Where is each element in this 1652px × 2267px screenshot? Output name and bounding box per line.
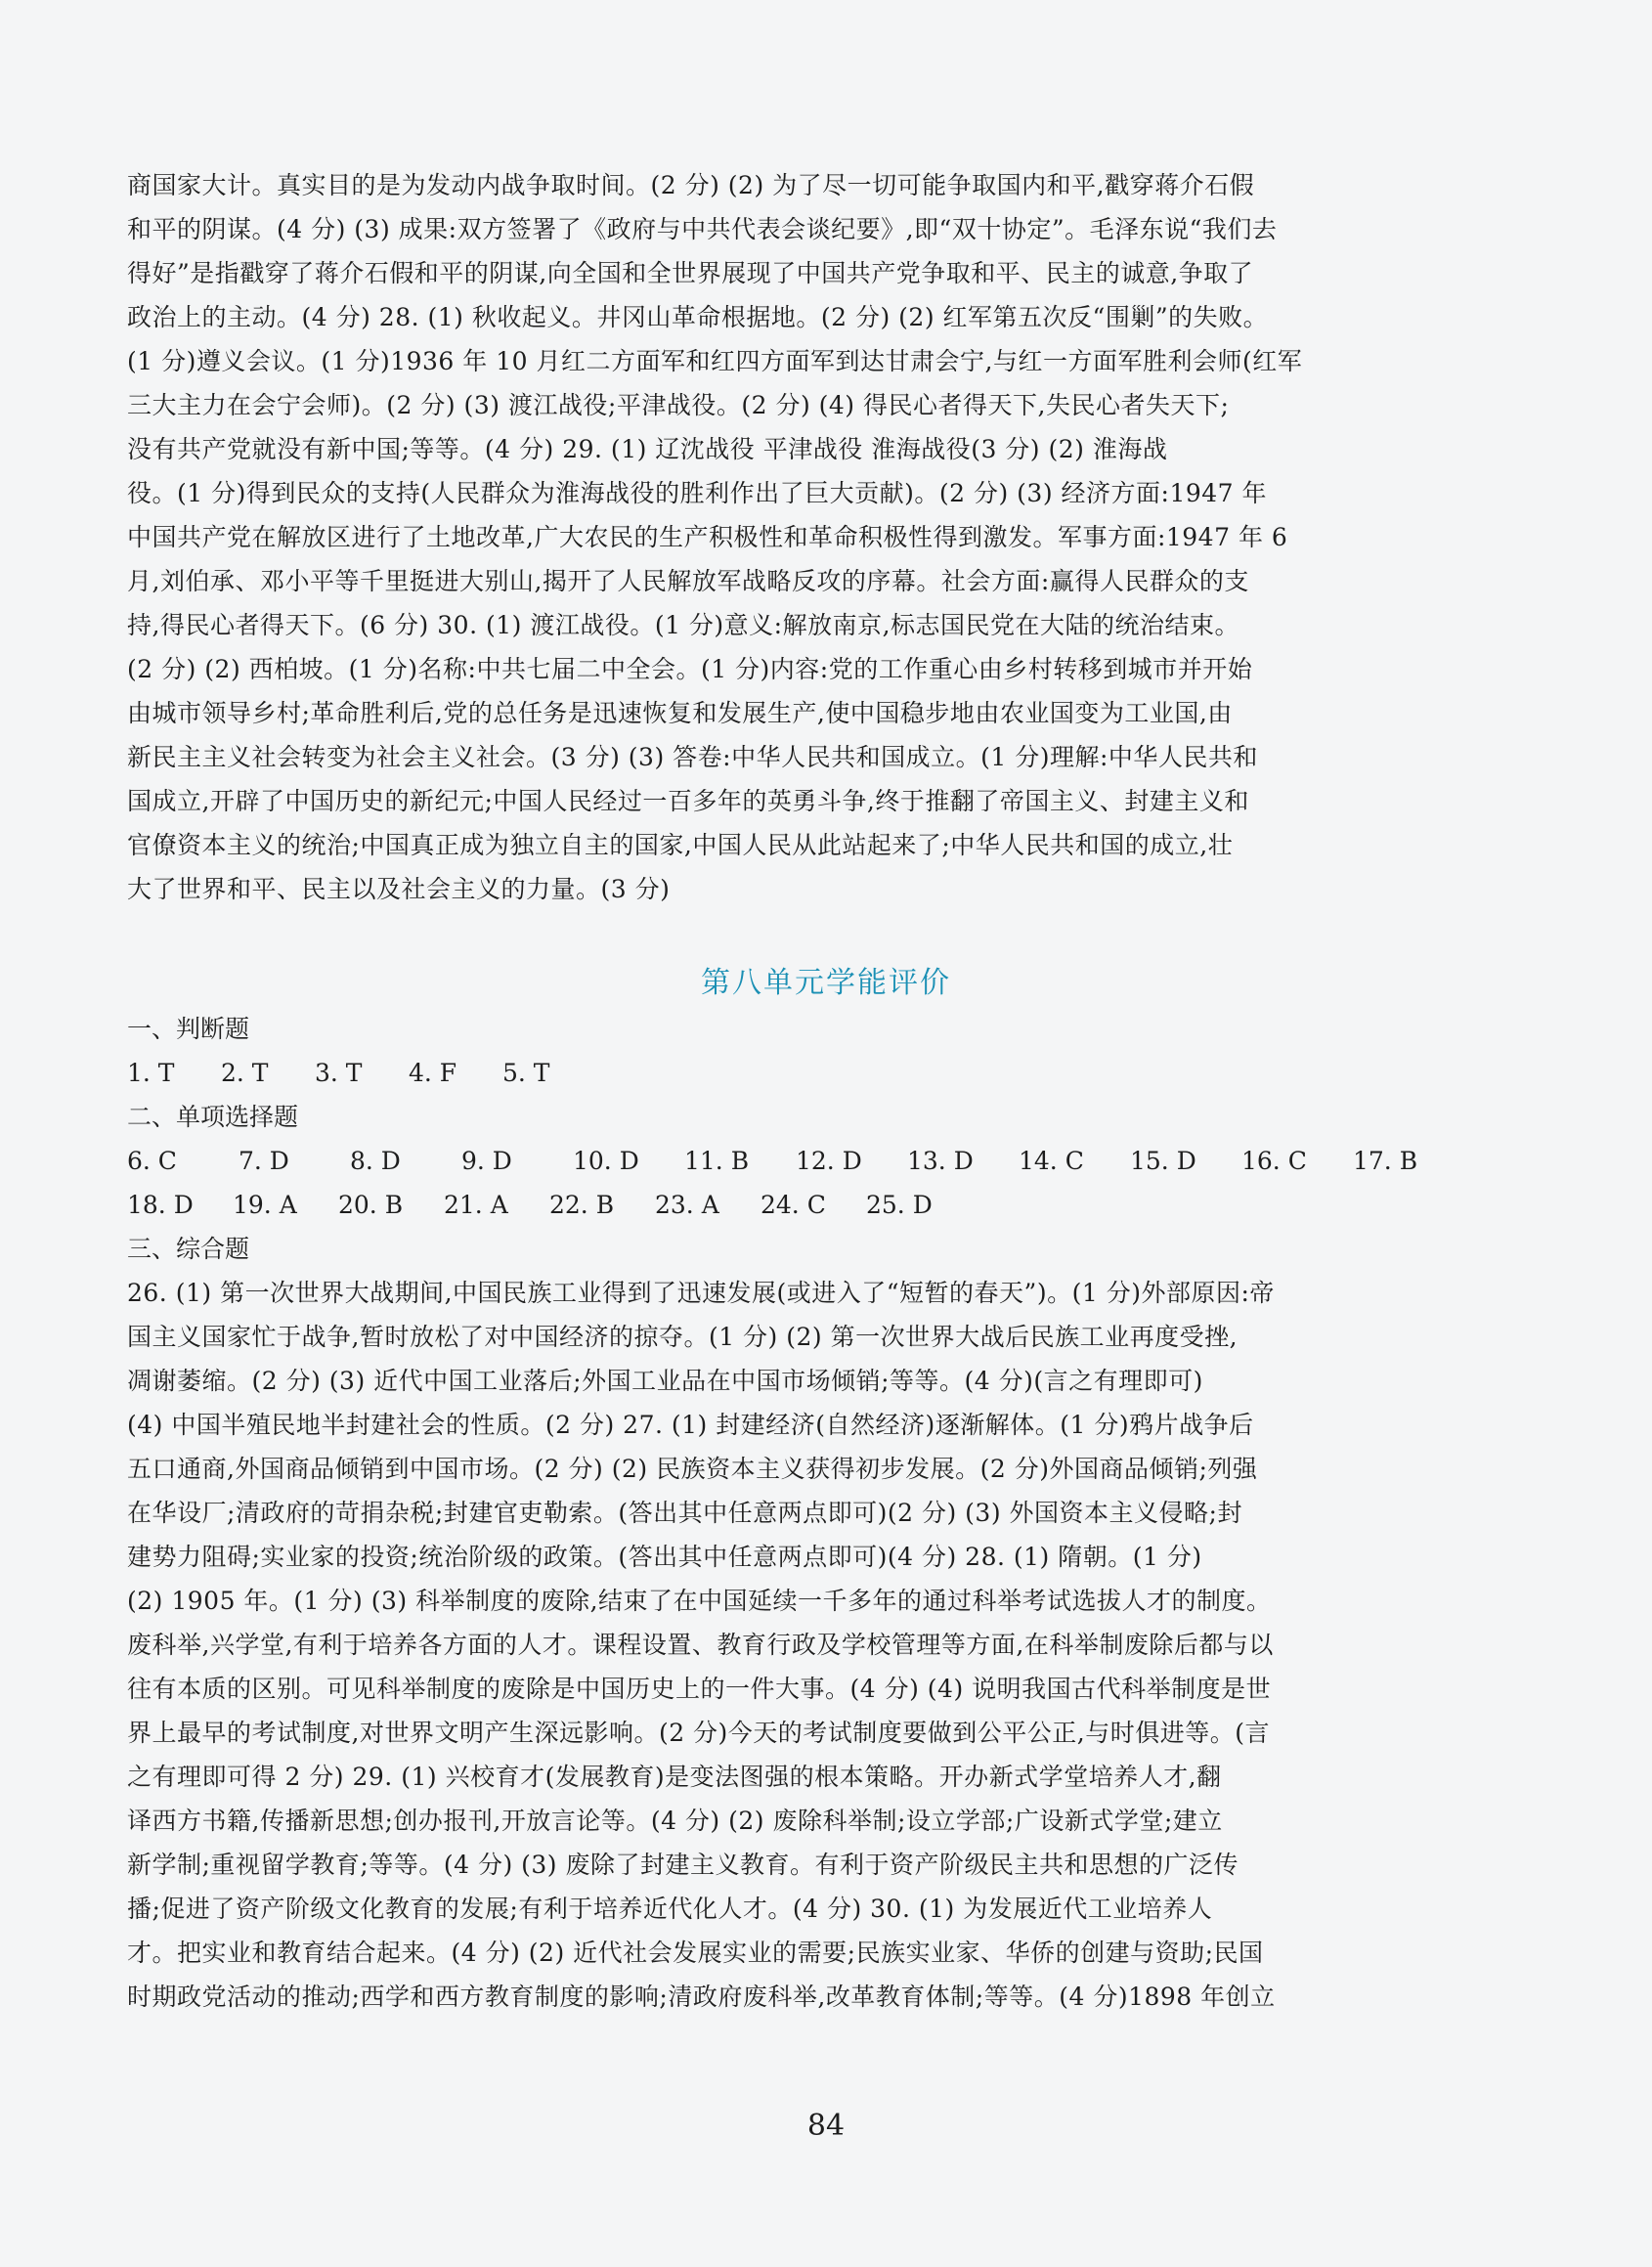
text-line: 在华设厂;清政府的苛捐杂税;封建官吏勒索。(答出其中任意两点即可)(2 分) (3) 外国资本主义侵略;封 (127, 1499, 1242, 1527)
text-line: 和平的阴谋。(4 分) (3) 成果:双方签署了《政府与中共代表会谈纪要》,即“双十协定”。毛泽东说“我们去 (127, 215, 1278, 243)
text-line: 播;促进了资产阶级文化教育的发展;有利于培养近代化人才。(4 分) 30. (1) 为发展近代工业培养人 (127, 1895, 1213, 1923)
text-line: 官僚资本主义的统治;中国真正成为独立自主的国家,中国人民从此站起来了;中华人民共和国的成立,壮 (127, 831, 1234, 859)
answer-item: 1. T (127, 1059, 175, 1087)
text-line: 大了世界和平、民主以及社会主义的力量。(3 分) (127, 875, 671, 903)
text-line: 月,刘伯承、邓小平等千里挺进大别山,揭开了人民解放军战略反攻的序幕。社会方面:赢得人民群众的支 (127, 567, 1249, 595)
text-line: 之有理即可得 2 分) 29. (1) 兴校育才(发展教育)是变法图强的根本策略。开办新式学堂培养人才,翻 (127, 1763, 1222, 1791)
single-choice-row (127, 1183, 1398, 1227)
answer-item: 8. D (350, 1147, 401, 1175)
answer-item: 12. D (796, 1147, 862, 1175)
text-line: 才。把实业和教育结合起来。(4 分) (2) 近代社会发展实业的需要;民族实业家、华侨的创建与资助;民国 (127, 1939, 1264, 1967)
text-line: 国主义国家忙于战争,暂时放松了对中国经济的掠夺。(1 分) (2) 第一次世界大战后民族工业再度受挫, (127, 1323, 1239, 1351)
text-line: 译西方书籍,传播新思想;创办报刊,开放言论等。(4 分) (2) 废除科举制;设立学部;广设新式学堂;建立 (127, 1807, 1223, 1835)
answer-item: 19. A (233, 1191, 297, 1219)
text-line: 时期政党活动的推动;西学和西方教育制度的影响;清政府废科举,改革教育体制;等等。(4 分)1898 年创立 (127, 1983, 1276, 2011)
answer-item: 21. A (444, 1191, 508, 1219)
answer-item: 25. D (866, 1191, 933, 1219)
text-line: 26. (1) 第一次世界大战期间,中国民族工业得到了迅速发展(或进入了“短暂的春天”)。(1 分)外部原因:帝 (127, 1279, 1275, 1307)
text-line: 没有共产党就没有新中国;等等。(4 分) 29. (1) 辽沈战役 平津战役 淮海战役(3 分) (2) 淮海战 (127, 435, 1168, 463)
answer-item: 24. C (761, 1191, 826, 1219)
text-line: (1 分)遵义会议。(1 分)1936 年 10 月红二方面军和红四方面军到达甘肃会宁,与红一方面军胜利会师(红军 (127, 347, 1303, 375)
answer-item: 6. C (127, 1147, 177, 1175)
judgment-answers (127, 1051, 1398, 1095)
answer-item: 22. B (549, 1191, 615, 1219)
judgment-heading: 一、判断题 (127, 1015, 250, 1043)
page-number: 84 (806, 2109, 846, 2143)
answer-item: 7. D (239, 1147, 289, 1175)
answer-item: 4. F (409, 1059, 457, 1087)
text-line: 凋谢萎缩。(2 分) (3) 近代中国工业落后;外国工业品在中国市场倾销;等等。(4 分)(言之有理即可) (127, 1367, 1203, 1395)
answer-item: 23. A (655, 1191, 719, 1219)
answer-item: 2. T (221, 1059, 269, 1087)
answer-item: 15. D (1130, 1147, 1196, 1175)
text-line: 役。(1 分)得到民众的支持(人民群众为淮海战役的胜利作出了巨大贡献)。(2 分) (3) 经济方面:1947 年 (127, 479, 1268, 507)
text-line: 五口通商,外国商品倾销到中国市场。(2 分) (2) 民族资本主义获得初步发展。(2 分)外国商品倾销;列强 (127, 1455, 1258, 1483)
text-line: 持,得民心者得天下。(6 分) 30. (1) 渡江战役。(1 分)意义:解放南京,标志国民党在大陆的统治结束。 (127, 611, 1240, 639)
text-line: 商国家大计。真实目的是为发动内战争取时间。(2 分) (2) 为了尽一切可能争取国内和平,戳穿蒋介石假 (127, 171, 1255, 199)
text-line: 往有本质的区别。可见科举制度的废除是中国历史上的一件大事。(4 分) (4) 说明我国古代科举制度是世 (127, 1675, 1272, 1703)
unit-eight-answers (127, 1007, 1418, 2019)
text-line: (2 分) (2) 西柏坡。(1 分)名称:中共七届二中全会。(1 分)内容:党的工作重心由乡村转移到城市并开始 (127, 655, 1253, 683)
answer-item: 9. D (461, 1147, 512, 1175)
section-title: 第八单元学能评价 (701, 966, 951, 1000)
text-line: 由城市领导乡村;革命胜利后,党的总任务是迅速恢复和发展生产,使中国稳步地由农业国变为工业国,由 (127, 699, 1233, 727)
text-line: 三大主力在会宁会师)。(2 分) (3) 渡江战役;平津战役。(2 分) (4) 得民心者得天下,失民心者失天下; (127, 391, 1230, 419)
single-choice-row (127, 1139, 1418, 1183)
answer-item: 17. B (1353, 1147, 1418, 1175)
answer-item: 13. D (907, 1147, 974, 1175)
text-line: 新民主主义社会转变为社会主义社会。(3 分) (3) 答卷:中华人民共和国成立。(1 分)理解:中华人民共和 (127, 743, 1258, 771)
text-line: 废科举,兴学堂,有利于培养各方面的人才。课程设置、教育行政及学校管理等方面,在科举制废除后都与以 (127, 1631, 1274, 1659)
answer-item: 14. C (1019, 1147, 1084, 1175)
text-line: (2) 1905 年。(1 分) (3) 科举制度的废除,结束了在中国延续一千多年的通过科举考试选拔人才的制度。 (127, 1587, 1272, 1615)
text-line: 得好”是指戳穿了蒋介石假和平的阴谋,向全国和全世界展现了中国共产党争取和平、民主的诚意,争取了 (127, 259, 1254, 287)
answer-item: 18. D (127, 1191, 194, 1219)
text-line: 新学制;重视留学教育;等等。(4 分) (3) 废除了封建主义教育。有利于资产阶级民主共和思想的广泛传 (127, 1851, 1239, 1879)
answer-item: 10. D (573, 1147, 639, 1175)
answer-item: 16. C (1241, 1147, 1307, 1175)
text-line: 政治上的主动。(4 分) 28. (1) 秋收起义。井冈山革命根据地。(2 分) (2) 红军第五次反“围剿”的失败。 (127, 303, 1269, 331)
text-line: (4) 中国半殖民地半封建社会的性质。(2 分) 27. (1) 封建经济(自然经济)逐渐解体。(1 分)鸦片战争后 (127, 1411, 1254, 1439)
text-line: 界上最早的考试制度,对世界文明产生深远影响。(2 分)今天的考试制度要做到公平公正,与时俱进等。(言 (127, 1719, 1271, 1747)
text-line: 建势力阻碍;实业家的投资;统治阶级的政策。(答出其中任意两点即可)(4 分) 28. (1) 隋朝。(1 分) (127, 1543, 1202, 1571)
text-line: 国成立,开辟了中国历史的新纪元;中国人民经过一百多年的英勇斗争,终于推翻了帝国主义、封建主义和 (127, 787, 1249, 815)
previous-unit-answers (127, 163, 1398, 911)
answer-item: 5. T (502, 1059, 550, 1087)
answer-item: 11. B (684, 1147, 750, 1175)
answer-item: 3. T (315, 1059, 363, 1087)
single-choice-heading: 二、单项选择题 (127, 1103, 299, 1131)
comprehensive-heading: 三、综合题 (127, 1235, 250, 1263)
text-line: 中国共产党在解放区进行了土地改革,广大农民的生产积极性和革命积极性得到激发。军事方面:1947 年 6 (127, 523, 1288, 551)
answer-item: 20. B (338, 1191, 404, 1219)
